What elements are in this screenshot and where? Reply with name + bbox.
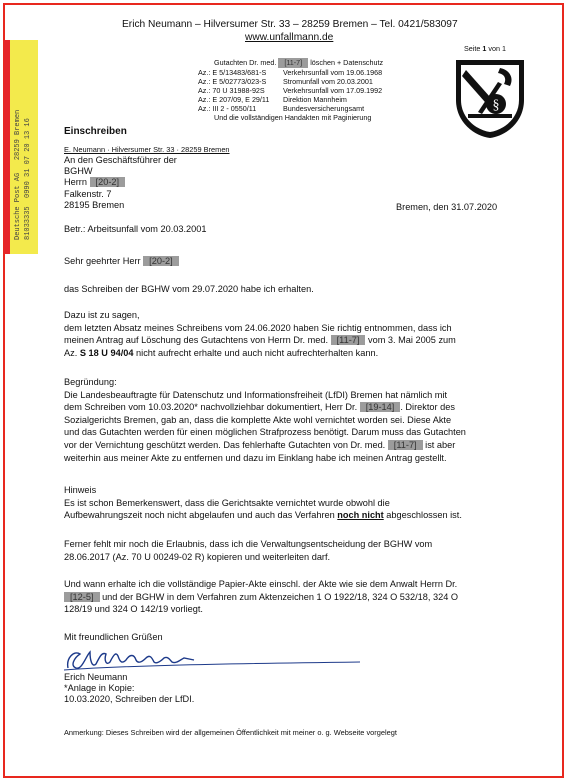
postal-stamp-text: Deutsche Post AG 28259 Bremen 81033335 0990 31 07 20 13 16 [14, 109, 32, 240]
reference-code: Az.: III 2 - 0550/11 [198, 104, 257, 113]
handwritten-signature [60, 642, 360, 676]
attachment-label: *Anlage in Kopie: [64, 683, 135, 693]
reference-desc: Direktion Mannheim [283, 95, 347, 104]
reference-desc: Stromunfall vom 20.03.2001 [283, 77, 373, 86]
paragraph-files-request: Und wann erhalte ich die vollständige Papier-Akte einschl. der Akte wie sie dem Anwalt Herrn Dr. [12-5] und der BGHW in dem Verfahren zum Aktenzeichen 1 O 1922/18, 324 O 532/18, 324 O 128/19 und 324 O 142/19 vorliegt. [64, 579, 459, 615]
reference-code: Az.: 70 U 31988-92S [198, 86, 265, 95]
closing-greeting: Mit freundlichen Grüßen [64, 632, 163, 642]
reference-desc: Bundesversicherungsamt [283, 104, 365, 113]
paragraph-note: Hinweis Es ist schon Bemerkenswert, dass die Gerichtsakte vernichtet wurde obwohl die Aufbewahrungszeit noch nicht abgelaufen und auch das Verfahren noch nicht abgeschlossen ist. [64, 485, 462, 521]
recipient-street: Falkenstr. 7 [64, 189, 112, 199]
reference-code: Az.: E 5/02773/023-S [198, 77, 267, 86]
svg-text:§: § [492, 98, 500, 113]
subject-line: Betr.: Arbeitsunfall vom 20.03.2001 [64, 224, 207, 234]
recipient-name: Herrn [20-2] [64, 177, 125, 188]
logo-emblem [452, 56, 528, 140]
reference-desc: Verkehrsunfall vom 19.06.1968 [283, 68, 383, 77]
paragraph-reasoning: Begründung: Die Landesbeauftragte für Datenschutz und Informationsfreiheit (LfDI) Bremen hat nämlich mit dem Schreiben vom 10.03.2020* nachvollziehbar dokumentiert, Herr Dr. [19-14] . Direktor des Sozialgerichts Bremen, gab an, dass die komplette Akte wohl vernichtet worden sei. Diese Akte und das Gutachten werden für einen möglichen Strafprozess benötigt. Darum muss das Gutachten vor der Vernichtung geschützt werden. Das fehlerhafte Gutachten von Dr. med. [11-7] ist aber weiterhin aus meiner Akte zu entfernen und dazu im Einklang habe ich meinen Antrag gestellt. [64, 377, 466, 463]
signature-name: Erich Neumann [64, 672, 128, 682]
reference-line-0: Gutachten Dr. med. [11-7] löschen + Datenschutz [214, 58, 384, 67]
salutation: Sehr geehrter Herr [20-2] [64, 256, 179, 267]
attachment-item: 10.03.2020, Schreiben der LfDI. [64, 694, 195, 704]
footnote: Anmerkung: Dieses Schreiben wird der allgemeinen Öffentlichkeit mit meiner o. g. Webseite vorgelegt [64, 728, 397, 737]
recipient-city: 28195 Bremen [64, 200, 125, 210]
reference-code: Az.: E 5/13483/681-S [198, 68, 267, 77]
letter-date: Bremen, den 31.07.2020 [396, 202, 498, 212]
recipient-line: BGHW [64, 166, 93, 176]
letterhead-website[interactable]: www.unfallmann.de [245, 32, 334, 43]
paragraph-permission: Ferner fehlt mir noch die Erlaubnis, dass ich die Verwaltungsentscheidung der BGHW vom 28.06.2017 (Az. 70 U 00249-02 R) kopieren und weiterleiten darf. [64, 539, 433, 562]
paragraph-application: Dazu ist zu sagen, dem letzten Absatz meines Schreibens vom 24.06.2020 haben Sie richtig entnommen, dass ich meinen Antrag auf Löschung des Gutachtens von Herrn Dr. med. [11-7] vom 3. Mai 2005 zum Az. S 18 U 94/04 nicht aufrecht erhalte und auch nicht aufrechterhalten kann. [64, 310, 456, 358]
page-number: Seite 1 von 1 [464, 44, 506, 53]
reference-desc: Verkehrsunfall vom 17.09.1992 [283, 86, 383, 95]
sender-line: E. Neumann · Hilversumer Str. 33 · 28259 Bremen [64, 145, 230, 154]
paragraph-receipt: das Schreiben der BGHW vom 29.07.2020 habe ich erhalten. [64, 284, 314, 294]
letterhead-address: Erich Neumann – Hilversumer Str. 33 – 28259 Bremen – Tel. 0421/583097 [122, 19, 458, 30]
registered-mail-label: Einschreiben [64, 126, 127, 137]
recipient-line: An den Geschäftsführer der [64, 155, 177, 165]
reference-code: Az.: E 207/09, E 29/11 [198, 95, 270, 104]
reference-footer: Und die vollständigen Handakten mit Paginierung [214, 113, 372, 122]
